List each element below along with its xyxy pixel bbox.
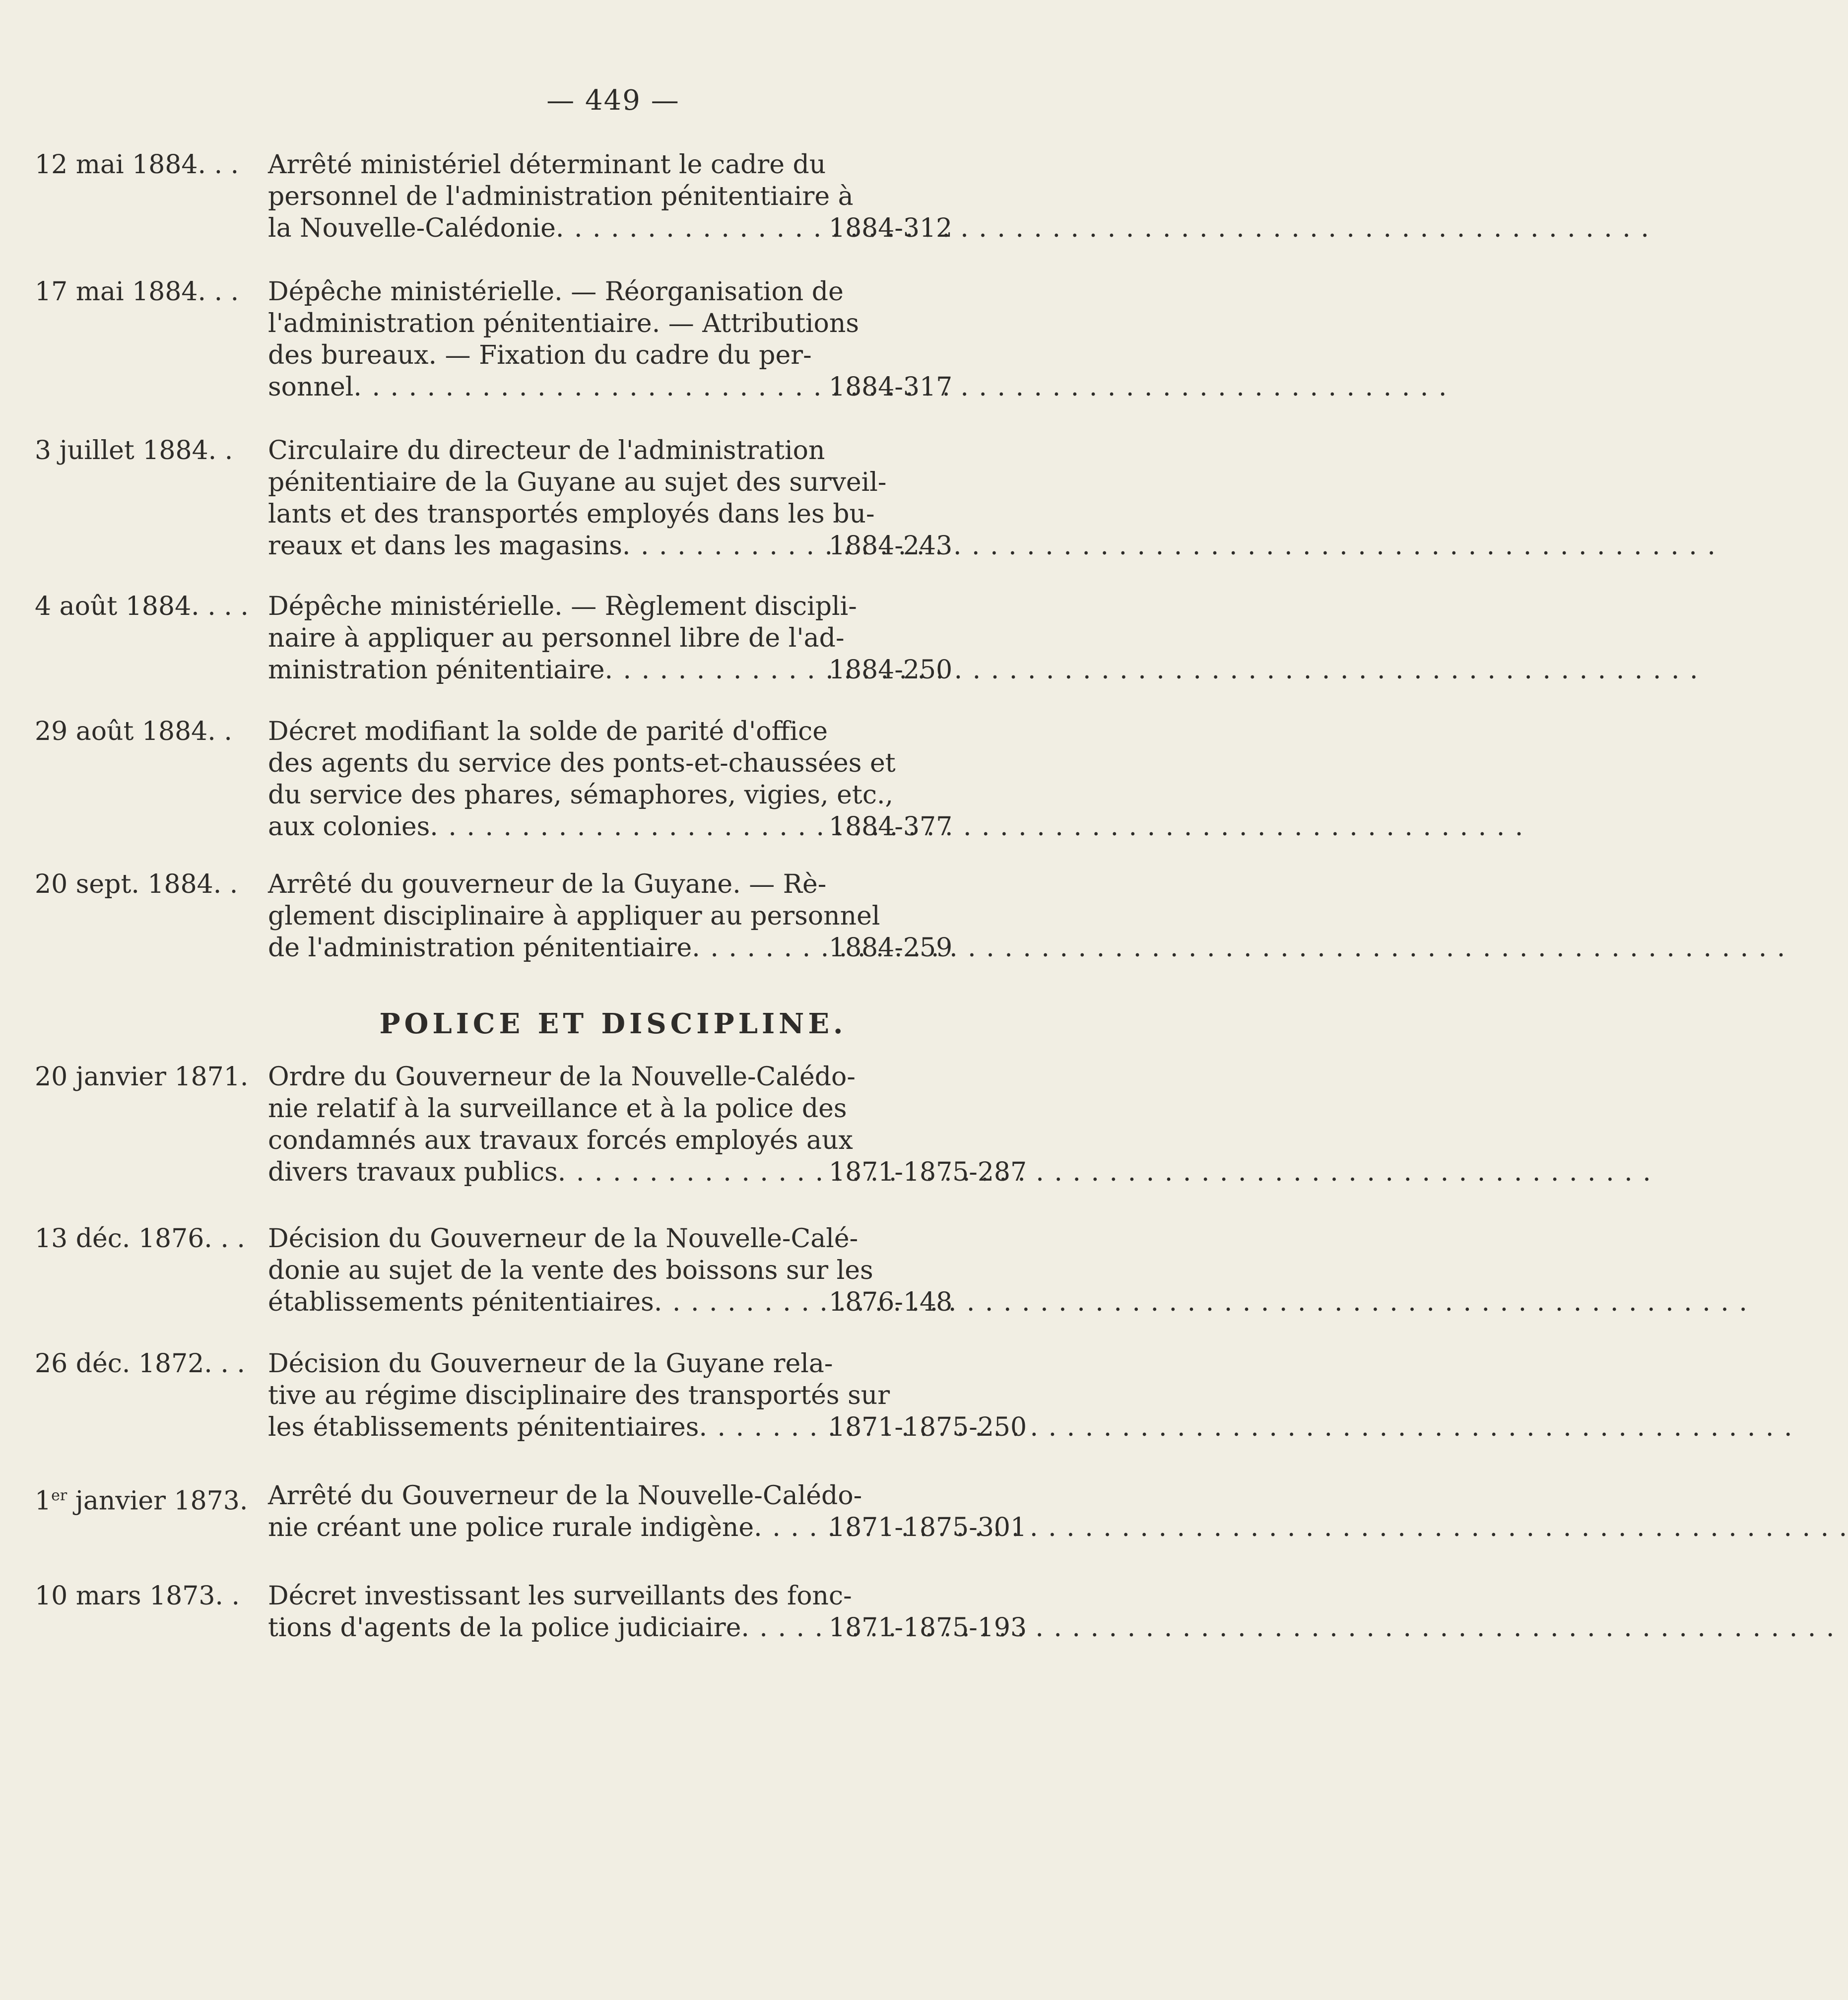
entry-line-last: la Nouvelle-Calédonie	[268, 213, 556, 243]
entry-line: du service des phares, sémaphores, vigies, etc.,	[268, 780, 894, 810]
entry-description	[268, 276, 859, 403]
section-heading: POLICE ET DISCIPLINE.	[379, 1007, 847, 1040]
entry-reference: 1871-1875-287	[829, 1157, 1027, 1187]
entry-line: Ordre du Gouverneur de la Nouvelle-Calédo-	[268, 1062, 856, 1092]
entry-date: 20 janvier 1871.	[35, 1062, 249, 1092]
entry-date	[35, 1480, 248, 1517]
entry-reference: 1884-317	[829, 372, 953, 402]
entry-line: Dépêche ministérielle. — Règlement discipli-	[268, 592, 857, 621]
entry-description	[268, 1223, 873, 1318]
entry-date: 26 déc. 1872. . .	[35, 1349, 245, 1379]
entry-line: l'administration pénitentiaire. — Attributions	[268, 309, 859, 338]
entry-description	[268, 1580, 852, 1644]
entry-date-ordinal: er	[51, 1487, 67, 1504]
entry-line: pénitentiaire de la Guyane au sujet des surveil-	[268, 467, 887, 497]
entry-description	[268, 1348, 890, 1443]
entry-line-last: aux colonies	[268, 812, 430, 842]
entry-date: 20 sept. 1884. .	[35, 869, 238, 899]
entry-line-last: nie créant une police rurale indigène	[268, 1513, 754, 1542]
entry-line: Décret investissant les surveillants des fonc-	[268, 1581, 852, 1611]
entry-description	[268, 1061, 856, 1188]
entry-line: glement disciplinaire à appliquer au personnel	[268, 901, 880, 931]
entry-line: nie relatif à la surveillance et à la police des	[268, 1094, 847, 1124]
entry-date: 4 août 1884. . . .	[35, 592, 249, 621]
entry-description	[268, 149, 854, 244]
entry-date-rest: janvier 1873.	[67, 1486, 248, 1516]
leader-dots	[654, 1286, 1748, 1318]
entry-line-last: les établissements pénitentiaires	[268, 1412, 699, 1442]
entry-line: des bureaux. — Fixation du cadre du per-	[268, 340, 812, 370]
leader-dots	[605, 654, 1699, 686]
leader-dots	[558, 1156, 1652, 1188]
entry-line: personnel de l'administration pénitentiaire à	[268, 182, 854, 211]
entry-date: 10 mars 1873. .	[35, 1581, 240, 1611]
entry-line: Arrêté du gouverneur de la Guyane. — Rè-	[268, 869, 827, 899]
entry-reference: 1876-148	[829, 1287, 953, 1317]
entry-line: tive au régime disciplinaire des transportés sur	[268, 1381, 890, 1410]
entry-line-last: de l'administration pénitentiaire	[268, 933, 692, 963]
entry-line: Dépêche ministérielle. — Réorganisation de	[268, 277, 844, 307]
entry-line: Arrêté ministériel déterminant le cadre du	[268, 150, 826, 180]
entry-line: donie au sujet de la vente des boissons sur les	[268, 1256, 873, 1285]
entry-line: Décision du Gouverneur de la Guyane rela-	[268, 1349, 833, 1379]
entry-reference: 1884-312	[829, 213, 953, 243]
entry-line: Circulaire du directeur de l'administration	[268, 436, 825, 466]
entry-description	[268, 1480, 862, 1543]
entry-description	[268, 868, 880, 964]
entry-line: naire à appliquer au personnel libre de l'ad-	[268, 623, 845, 653]
entry-reference: 1884-243	[829, 531, 953, 561]
entry-line: Décret modifiant la solde de parité d'office	[268, 717, 828, 746]
entry-line-last: ministration pénitentiaire	[268, 655, 605, 685]
leader-dots	[556, 212, 1650, 244]
entry-reference: 1884-259	[829, 933, 953, 963]
entry-line: lants et des transportés employés dans les bu-	[268, 499, 875, 529]
entry-line: Décision du Gouverneur de la Nouvelle-Calé-	[268, 1224, 858, 1254]
entry-date: 3 juillet 1884. .	[35, 436, 233, 466]
entry-reference: 1871-1875-193	[829, 1613, 1027, 1643]
entry-description	[268, 591, 857, 686]
entry-date: 29 août 1884. .	[35, 717, 232, 746]
entry-date: 17 mai 1884. . .	[35, 277, 239, 307]
entry-line: condamnés aux travaux forcés employés aux	[268, 1126, 853, 1155]
entry-line-last: sonnel	[268, 372, 354, 402]
entry-reference: 1871-1875-301	[829, 1513, 1027, 1542]
entry-reference: 1884-377	[829, 812, 953, 842]
entry-reference: 1884-250	[829, 655, 953, 685]
entry-line: des agents du service des ponts-et-chaussées et	[268, 748, 896, 778]
leader-dots	[622, 530, 1716, 562]
entry-line-last: tions d'agents de la police judiciaire	[268, 1613, 741, 1643]
entry-line-last: établissements pénitentiaires	[268, 1287, 654, 1317]
page-number: — 449 —	[546, 84, 680, 117]
entry-reference: 1871-1875-250	[829, 1412, 1027, 1442]
entry-line-last: divers travaux publics	[268, 1157, 558, 1187]
entry-line: Arrêté du Gouverneur de la Nouvelle-Calédo-	[268, 1481, 862, 1511]
entry-description	[268, 435, 887, 562]
entry-line-last: reaux et dans les magasins	[268, 531, 622, 561]
entry-date-day: 1	[35, 1486, 52, 1516]
entry-date: 12 mai 1884. . .	[35, 150, 239, 180]
entry-date: 13 déc. 1876. . .	[35, 1224, 245, 1254]
